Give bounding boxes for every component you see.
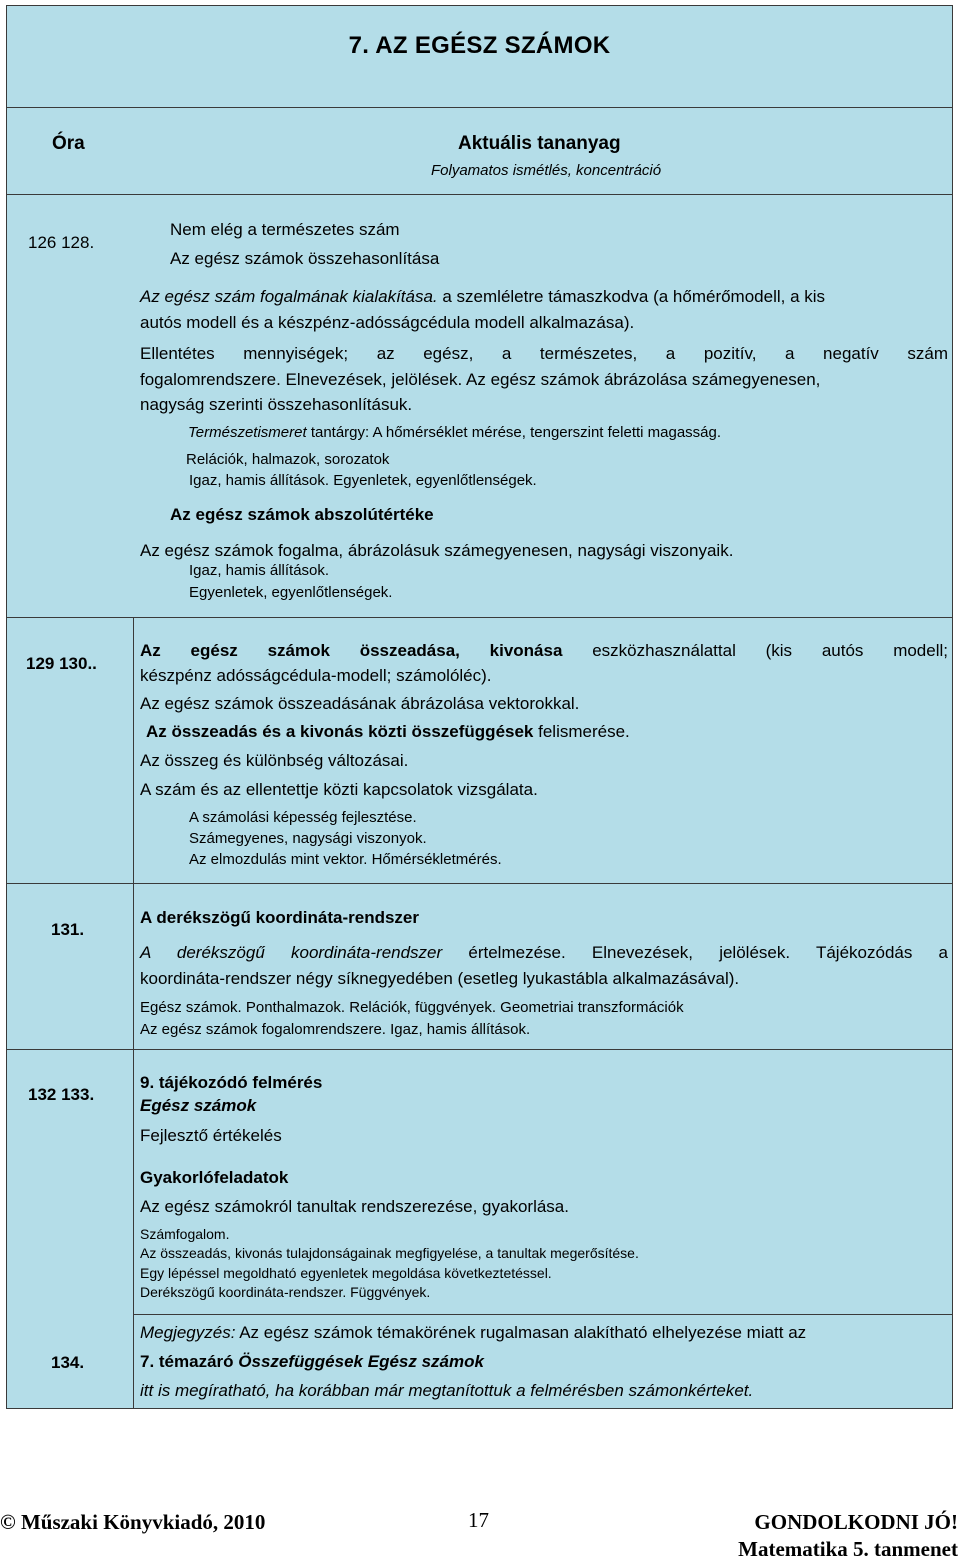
connection-note: Természetismeret tantárgy: A hőmérséklet mérése, tengerszint feletti magasság. xyxy=(188,424,722,441)
topic-heading: Gyakorlófeladatok xyxy=(140,1168,289,1187)
note-line: Megjegyzés: Az egész számok témakörének rugalmasan alakítható elhelyezése miatt az xyxy=(140,1323,807,1342)
content-line: fogalomrendszere. Elnevezések, jelölések. Az egész számok ábrázolása számegyenesen, xyxy=(140,370,821,389)
lesson-hours: 129 130.. xyxy=(26,654,97,673)
connection-note: Egész számok. Ponthalmazok. Relációk, függvények. Geometriai transzformációk xyxy=(140,999,684,1016)
content-line: autós modell és a készpénz-adósságcédula modell alkalmazása). xyxy=(140,313,635,332)
topic-heading: Az egész számok abszolútértéke xyxy=(170,505,434,524)
content-line: készpénz adósságcédula-modell; számolóléc). xyxy=(140,666,492,685)
divider xyxy=(133,1314,952,1315)
divider xyxy=(7,1049,952,1050)
content-line: Az összeg és különbség változásai. xyxy=(140,751,409,770)
column-divider xyxy=(133,617,134,1409)
content-line: koordináta-rendszer négy síknegyedében (esetleg lyukastábla alkalmazásával). xyxy=(140,969,740,988)
topic-heading: Nem elég a természetes szám xyxy=(170,220,400,239)
note-line: itt is megíratható, ha korábban már megtanítottuk a felmérésben számonkérteket. xyxy=(140,1381,754,1400)
connection-note: Relációk, halmazok, sorozatok xyxy=(186,451,390,468)
series-title: GONDOLKODNI JÓ! xyxy=(754,1510,958,1534)
lesson-hours: 126 128. xyxy=(28,233,95,252)
topic-heading: Fejlesztő értékelés xyxy=(140,1126,282,1145)
content-line: A derékszögű koordináta-rendszer értelmezése. Elnevezések, jelölések. Tájékozódás a xyxy=(140,943,948,962)
lesson-hours: 132 133. xyxy=(28,1085,95,1104)
content-line: Az összeadás és a kivonás közti összefüggések felismerése. xyxy=(146,722,630,741)
connection-note: Egy lépéssel megoldható egyenletek megoldása következtetéssel. xyxy=(140,1265,552,1281)
divider xyxy=(7,194,952,195)
content-line: Az egész számok összeadásának ábrázolása vektorokkal. xyxy=(140,694,580,713)
connection-note: Az elmozdulás mint vektor. Hőmérsékletmérés. xyxy=(189,851,502,868)
column-header-hour: Óra xyxy=(52,133,85,154)
divider xyxy=(7,883,952,884)
lesson-hours: 134. xyxy=(51,1353,85,1372)
section-title: 7. AZ EGÉSZ SZÁMOK xyxy=(348,32,611,59)
divider xyxy=(7,617,952,618)
divider xyxy=(7,107,952,108)
topic-heading: Az egész számok összehasonlítása xyxy=(170,249,440,268)
publisher-credit: © Műszaki Könyvkiadó, 2010 xyxy=(0,1510,266,1534)
connection-note: Az összeadás, kivonás tulajdonságainak megfigyelése, a tanultak megerősítése. xyxy=(140,1245,639,1261)
connection-note: Számegyenes, nagysági viszonyok. xyxy=(189,830,427,847)
connection-note: Számfogalom. xyxy=(140,1226,230,1242)
series-subtitle: Matematika 5. tanmenet xyxy=(738,1537,958,1561)
connection-note: A számolási képesség fejlesztése. xyxy=(189,809,417,826)
topic-heading: Egész számok xyxy=(140,1096,257,1115)
connection-note: Egyenletek, egyenlőtlenségek. xyxy=(189,584,393,601)
connection-note: Az egész számok fogalomrendszere. Igaz, hamis állítások. xyxy=(140,1021,531,1038)
column-header-content: Aktuális tananyag xyxy=(458,133,621,154)
content-line: Az egész szám fogalmának kialakítása. a szemléletre támaszkodva (a hőmérőmodell, a kis xyxy=(140,287,826,306)
content-line: Ellentétes mennyiségek; az egész, a természetes, a pozitív, a negatív szám xyxy=(140,344,948,363)
page-number: 17 xyxy=(468,1508,489,1532)
topic-heading: 9. tájékozódó felmérés xyxy=(140,1073,323,1092)
connection-note: Derékszögű koordináta-rendszer. Függvények. xyxy=(140,1284,431,1300)
connection-note: Igaz, hamis állítások. xyxy=(189,562,330,579)
lesson-hours: 131. xyxy=(51,920,85,939)
topic-heading: A derékszögű koordináta-rendszer xyxy=(140,908,419,927)
content-line: A szám és az ellentettje közti kapcsolatok vizsgálata. xyxy=(140,780,538,799)
content-line: nagyság szerinti összehasonlításuk. xyxy=(140,395,413,414)
content-line: Az egész számok fogalma, ábrázolásuk számegyenesen, nagysági viszonyaik. xyxy=(140,541,734,560)
note-line: 7. témazáró Összefüggések Egész számok xyxy=(140,1352,484,1371)
content-line: Az egész számok összeadása, kivonása eszközhasználattal (kis autós modell; xyxy=(140,641,948,660)
connection-note: Igaz, hamis állítások. Egyenletek, egyenlőtlenségek. xyxy=(189,472,537,489)
column-header-subtitle: Folyamatos ismétlés, koncentráció xyxy=(431,162,662,179)
content-line: Az egész számokról tanultak rendszerezése, gyakorlása. xyxy=(140,1197,569,1216)
